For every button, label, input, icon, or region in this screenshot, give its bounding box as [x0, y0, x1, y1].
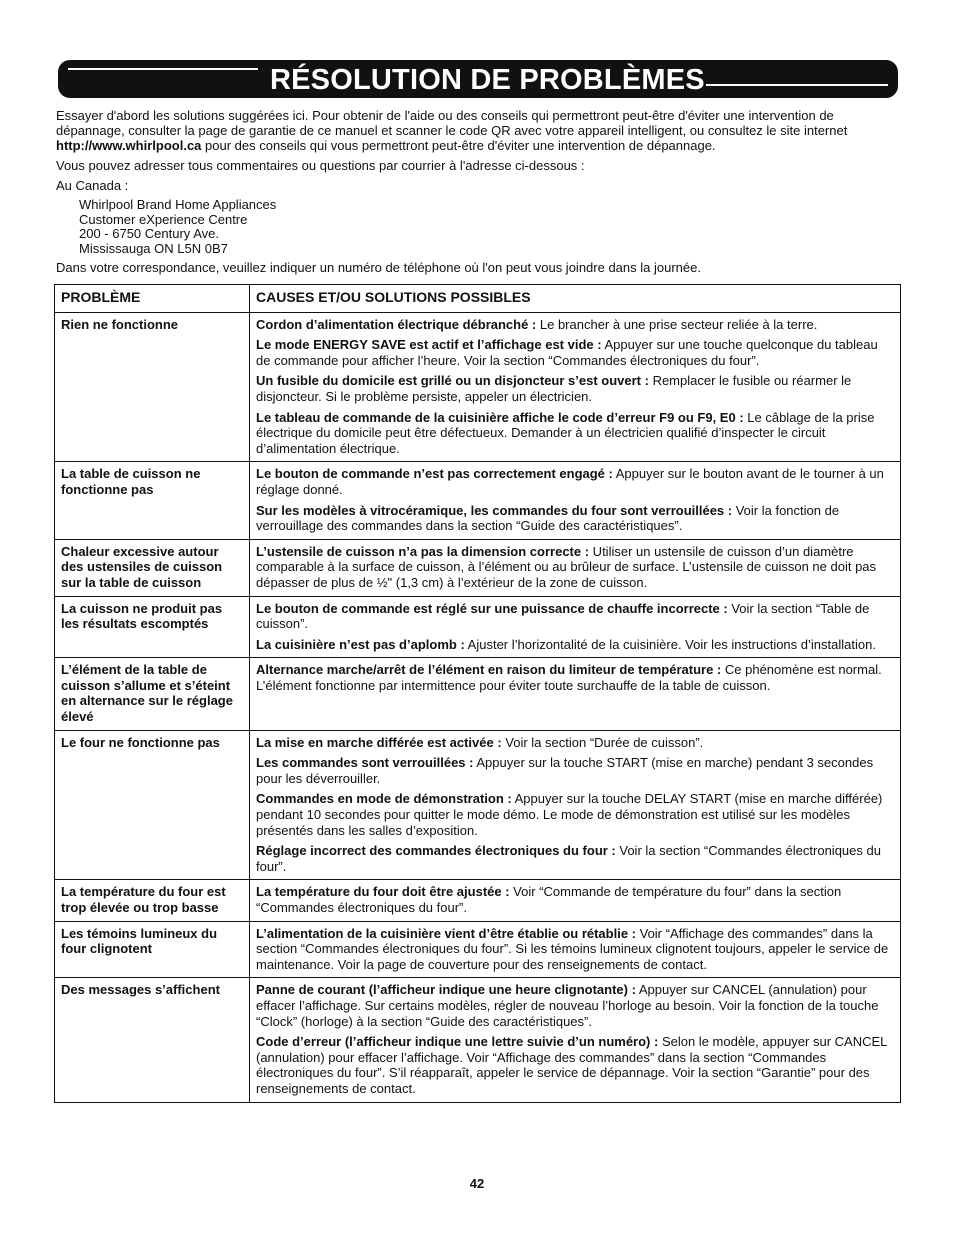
causes-cell	[250, 312, 901, 462]
cause-solution: Appuyer sur CANCEL (annulation) pour effacer l’affichage. Sur certains modèles, régler de nouveau l’horloge au besoin. Voir la fonction de la touche “Clock” (horloge) à la section “Guide des caractéristiques”.	[256, 982, 879, 1029]
page-number: 42	[469, 1176, 485, 1191]
intro-section	[56, 108, 898, 280]
problem-cell: L’élément de la table de cuisson s’allume et s’éteint en alternance sur le réglage élevé	[55, 658, 250, 730]
cause-solution: Le câblage de la prise électrique du domicile peut être défectueux. Demander à un électricien qualifié d’inspecter le circuit d’alimentation électrique.	[256, 409, 875, 456]
cause-item	[256, 662, 894, 693]
cause-solution: Selon le modèle, appuyer sur CANCEL (annulation) pour effacer l’affichage. Voir “Affichage des commandes” dans la section “Commandes électroniques du four”. S’il réapparaît, appeler le service de dépannage. Voir la section “Garantie” pour des renseignements de contact.	[256, 1034, 887, 1096]
cause-item	[256, 755, 894, 786]
header-problem: PROBLÈME	[55, 285, 250, 313]
cause-heading: L’ustensile de cuisson n’a pas la dimension correcte :	[256, 543, 590, 559]
address-line: 200 - 6750 Century Ave.	[79, 226, 219, 242]
table-row	[55, 462, 901, 539]
problem-cell: Chaleur excessive autour des ustensiles de cuisson sur la table de cuisson	[55, 539, 250, 596]
table-row	[55, 978, 901, 1102]
cause-solution: Voir la section “Commandes électroniques du four”.	[256, 843, 881, 874]
causes-cell	[250, 921, 901, 978]
cause-solution: Utiliser un ustensile de cuisson d’un diamètre comparable à la surface de cuisson, à l’élément ou au brûleur de surface. L’ustensile de cuisson ne doit pas dépasser de plus de ½" (1,3 cm) à l’extérieur de la zone de cuisson.	[256, 543, 877, 590]
intro-paragraph-phone: Dans votre correspondance, veuillez indiquer un numéro de téléphone où l'on peut vous joindre dans la journée.	[56, 260, 701, 276]
cause-heading: Code d’erreur (l’afficheur indique une lettre suivie d’un numéro) :	[256, 1034, 659, 1050]
cause-item	[256, 791, 894, 838]
cause-solution: Appuyer sur le bouton avant de le tourner à un réglage donné.	[256, 466, 884, 497]
intro-paragraph-mail: Vous pouvez adresser tous commentaires ou questions par courrier à l'adresse ci-dessous :	[56, 158, 585, 173]
cause-item	[256, 601, 894, 632]
table-row	[55, 880, 901, 921]
cause-heading: Un fusible du domicile est grillé ou un disjoncteur s’est ouvert :	[256, 373, 649, 389]
problem-cell: La température du four est trop élevée ou trop basse	[55, 880, 250, 921]
cause-heading: Sur les modèles à vitrocéramique, les commandes du four sont verrouillées :	[256, 502, 733, 518]
cause-item	[256, 637, 894, 653]
causes-cell	[250, 658, 901, 730]
table-row	[55, 539, 901, 596]
table-row	[55, 730, 901, 880]
cause-item	[256, 982, 894, 1029]
intro-text: pour des conseils qui vous permettront peut-être d'éviter une intervention de dépannage.	[201, 138, 716, 153]
cause-solution: Voir “Affichage des commandes” dans la section “Commandes électroniques du four”. Si les témoins lumineux clignotent toujours, appeler le service de maintenance. Voir la page de couverture pour des renseignements de contact.	[256, 925, 889, 972]
causes-cell	[250, 978, 901, 1102]
problem-cell: Le four ne fonctionne pas	[55, 730, 250, 880]
cause-item	[256, 843, 894, 874]
address-line: Whirlpool Brand Home Appliances	[79, 197, 277, 212]
cause-solution: Ajuster l’horizontalité de la cuisinière. Voir les instructions d’installation.	[464, 636, 876, 652]
cause-heading: Réglage incorrect des commandes électroniques du four :	[256, 843, 616, 859]
cause-solution: Voir la section “Durée de cuisson”.	[501, 734, 704, 750]
cause-heading: Les commandes sont verrouillées :	[256, 755, 474, 771]
title-rule-left	[68, 68, 258, 70]
intro-canada-label: Au Canada :	[56, 178, 129, 193]
cause-item	[256, 735, 894, 751]
cause-solution: Le brancher à une prise secteur reliée à la terre.	[536, 316, 818, 332]
causes-cell	[250, 539, 901, 596]
cause-solution: Voir “Commande de température du four” dans la section “Commandes électroniques du four”.	[256, 884, 842, 915]
intro-text: Essayer d'abord les solutions suggérées ici. Pour obtenir de l'aide ou des conseils qui permettront peut-être d'éviter une intervention de dépannage, consulter la page de garantie de ce manuel et scanner le code QR avec votre appareil intelligent, ou consultez le site internet	[56, 108, 848, 138]
cause-heading: Le bouton de commande n’est pas correctement engagé :	[256, 466, 613, 482]
cause-item	[256, 1034, 894, 1096]
causes-cell	[250, 880, 901, 921]
cause-solution: Appuyer sur une touche quelconque du tableau de commande pour afficher l’heure. Voir la section “Commandes électroniques du four”.	[256, 337, 878, 368]
cause-item	[256, 884, 894, 915]
causes-cell	[250, 462, 901, 539]
cause-solution: Remplacer le fusible ou réarmer le disjoncteur. Si le problème persiste, appeler un électricien.	[256, 373, 852, 404]
problem-cell: Les témoins lumineux du four clignotent	[55, 921, 250, 978]
table-row	[55, 312, 901, 462]
cause-solution: Appuyer sur la touche START (mise en marche) pendant 3 secondes pour les déverrouiller.	[256, 755, 874, 786]
address-line: Mississauga ON L5N 0B7	[79, 240, 228, 256]
cause-heading: Alternance marche/arrêt de l’élément en raison du limiteur de température :	[256, 662, 722, 678]
table-header-row	[55, 285, 901, 313]
cause-item	[256, 317, 894, 333]
causes-cell	[250, 730, 901, 880]
cause-solution: Voir la fonction de verrouillage des commandes dans la section “Guide des caractéristiques”.	[256, 502, 840, 534]
cause-heading: Commandes en mode de démonstration :	[256, 791, 512, 807]
cause-heading: Panne de courant (l’afficheur indique une heure clignotante) :	[256, 982, 636, 998]
title-rule-right	[706, 84, 888, 86]
cause-heading: Le tableau de commande de la cuisinière affiche le code d’erreur F9 ou F9, E0 :	[256, 409, 744, 425]
website-link[interactable]: http://www.whirlpool.ca	[56, 138, 202, 153]
cause-item	[256, 337, 894, 368]
cause-heading: La température du four doit être ajustée :	[256, 884, 510, 900]
problem-cell: Rien ne fonctionne	[55, 312, 250, 462]
cause-solution: Voir la section “Table de cuisson”.	[256, 600, 870, 632]
section-title-bar	[58, 60, 898, 98]
table-row	[55, 658, 901, 730]
cause-solution: Appuyer sur la touche DELAY START (mise en marche différée) pendant 10 secondes pour quitter le mode démo. Le mode de démonstration est utilisé sur les modèles présentés dans les salles d’exposition.	[256, 791, 883, 838]
cause-heading: Cordon d’alimentation électrique débranché :	[256, 316, 537, 332]
cause-solution: Ce phénomène est normal. L’élément fonctionne par intermittence pour éviter toute surchauffe de la table de cuisson.	[256, 662, 882, 693]
cause-item	[256, 926, 894, 973]
cause-heading: L’alimentation de la cuisinière vient d’être établie ou rétablie :	[256, 925, 636, 941]
problem-cell: Des messages s’affichent	[55, 978, 250, 1102]
cause-item	[256, 466, 894, 497]
address-line: Customer eXperience Centre	[79, 211, 248, 227]
intro-paragraph-help	[56, 108, 898, 153]
header-causes: CAUSES ET/OU SOLUTIONS POSSIBLES	[250, 285, 901, 313]
table-row	[55, 596, 901, 658]
cause-item	[256, 544, 894, 591]
cause-heading: La cuisinière n’est pas d’aplomb :	[256, 636, 465, 652]
cause-item	[256, 410, 894, 457]
page-title: RÉSOLUTION DE PROBLÈMES	[270, 64, 705, 96]
problem-cell: La cuisson ne produit pas les résultats escomptés	[55, 596, 250, 658]
cause-item	[256, 373, 894, 404]
cause-heading: La mise en marche différée est activée :	[256, 734, 502, 750]
table-row	[55, 921, 901, 978]
problem-cell: La table de cuisson ne fonctionne pas	[55, 462, 250, 539]
cause-heading: Le bouton de commande est réglé sur une puissance de chauffe incorrecte :	[256, 600, 728, 616]
causes-cell	[250, 596, 901, 658]
cause-heading: Le mode ENERGY SAVE est actif et l’affichage est vide :	[256, 337, 602, 353]
troubleshooting-table	[54, 284, 901, 1103]
mailing-address	[79, 198, 898, 256]
cause-item	[256, 503, 894, 534]
